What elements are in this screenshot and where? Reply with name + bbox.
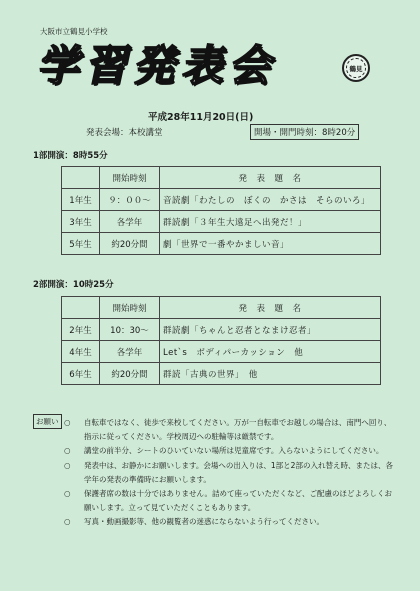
time-header: 開始時刻 (100, 167, 160, 189)
event-title: 学習発表会 (34, 41, 286, 90)
part1-table (61, 166, 381, 255)
table-row (62, 341, 381, 363)
school-name: 大阪市立鶴見小学校 (40, 27, 108, 36)
program-header: 発 表 題 名 (160, 167, 381, 189)
table-row (62, 189, 381, 211)
program-cell: 音読劇「わたしの ぼくの かさは そらのいろ」 (160, 189, 381, 211)
grade-cell: 6年生 (62, 363, 100, 385)
time-cell: 約20分間 (100, 363, 160, 385)
note-text: 保護者席の数は十分ではありません。詰めて座っていただくなど、ご配慮のほどよろしくお願いします。立って見ていただくこともあります。 (84, 489, 392, 513)
seal-text: 鶴見 (349, 64, 363, 73)
opening-time: 開場・開門時刻：8時20分 (250, 124, 359, 140)
bullet-icon: ○ (64, 418, 71, 427)
note-text: 発表中は、お静かにお願いします。会場への出入りは、1部と2部の入れ替え時、または、各学年の発表の準備時にお願いします。 (84, 460, 393, 484)
grade-cell: 2年生 (62, 319, 100, 341)
time-cell: 約20分間 (100, 233, 160, 255)
event-title-banner (34, 38, 340, 98)
grade-header (62, 167, 100, 189)
note-text: 講堂の前半分、シートのひいていない場所は児童席です。入らないようにしてください。 (84, 446, 384, 456)
list-item (64, 416, 394, 444)
program-cell: 群読劇「３年生大遠足へ出発だ！」 (160, 211, 381, 233)
program-header: 発 表 題 名 (160, 297, 381, 319)
school-seal-icon (342, 54, 370, 82)
table-row (62, 319, 381, 341)
program-cell: Let`s ボディパーカッション 他 (160, 341, 381, 363)
note-text: 写真・動画撮影等、他の観覧者の迷惑にならないよう行ってください。 (84, 517, 324, 527)
program-cell: 劇「世界で一番やかましい音」 (160, 233, 381, 255)
table-header-row (62, 297, 381, 319)
table-header-row (62, 167, 381, 189)
notes-list (64, 416, 394, 530)
table-row (62, 211, 381, 233)
program-cell: 群読「古典の世界」 他 (160, 363, 381, 385)
note-text: 自転車ではなく、徒歩で来校してください。万が一自転車でお越しの場合は、南門へ回り、指示に従ってください。学校周辺への駐輪等は厳禁です。 (84, 418, 392, 442)
list-item (64, 515, 394, 529)
table-row (62, 233, 381, 255)
grade-cell: 5年生 (62, 233, 100, 255)
bullet-icon: ○ (64, 460, 71, 470)
list-item (64, 459, 394, 487)
list-item (64, 487, 394, 515)
time-cell: 各学年 (100, 211, 160, 233)
part2-table (61, 296, 381, 385)
table-row (62, 363, 381, 385)
time-cell: ９：００～ (100, 189, 160, 211)
time-header: 開始時刻 (100, 297, 160, 319)
bullet-icon: ○ (64, 489, 71, 499)
grade-cell: 3年生 (62, 211, 100, 233)
bullet-icon: ○ (64, 446, 71, 456)
grade-cell: 1年生 (62, 189, 100, 211)
venue: 発表会場：本校講堂 (86, 128, 163, 138)
notes-label: お願い (33, 414, 62, 429)
program-cell: 群読劇「ちゃんと忍者となまけ忍者」 (160, 319, 381, 341)
grade-header (62, 297, 100, 319)
list-item (64, 444, 394, 458)
event-date: 平成28年11月20日(日) (148, 112, 254, 123)
part2-title: 2部開演：10時25分 (33, 280, 114, 290)
part1-title: 1部開演：8時55分 (33, 151, 108, 161)
time-cell: 10：30～ (100, 319, 160, 341)
bullet-icon: ○ (64, 517, 71, 527)
time-cell: 各学年 (100, 341, 160, 363)
grade-cell: 4年生 (62, 341, 100, 363)
